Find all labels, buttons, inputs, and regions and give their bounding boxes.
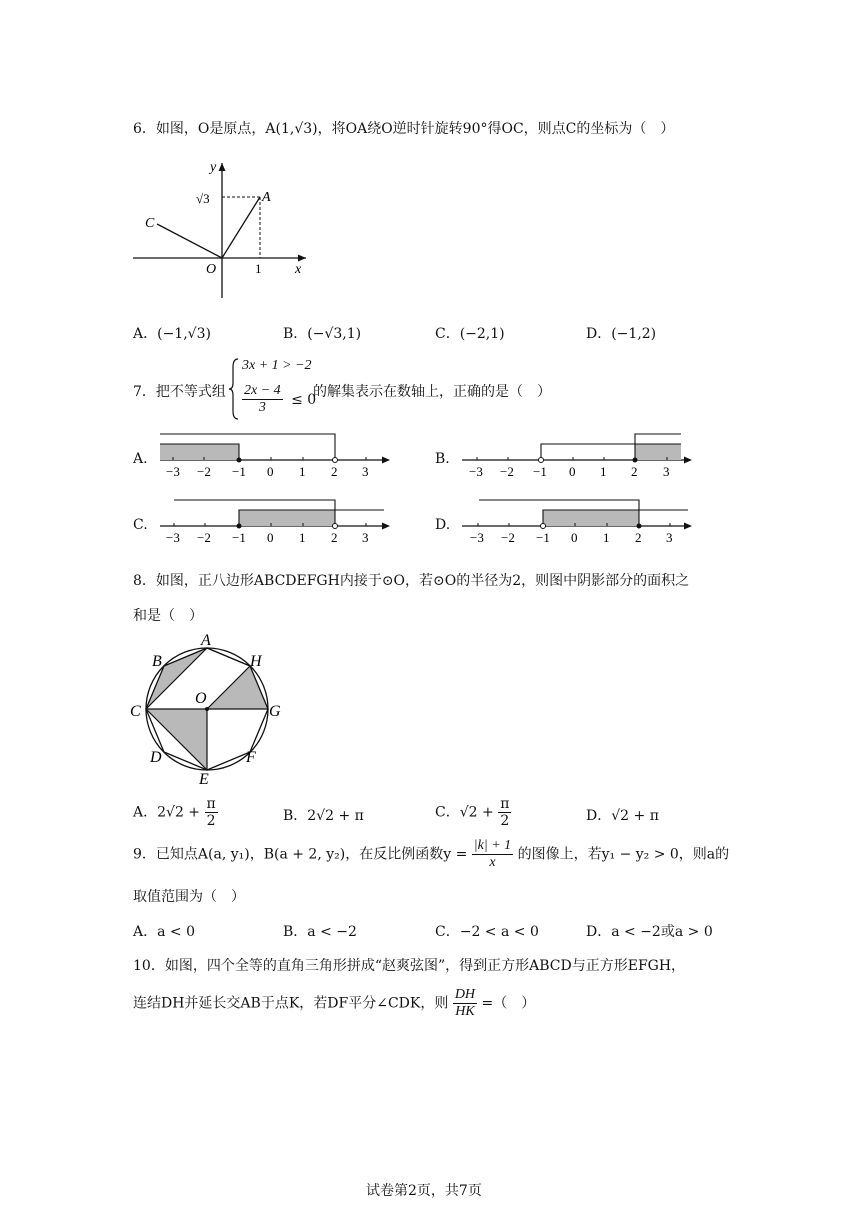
- q8-option-a: [133, 796, 218, 829]
- q7-c-tick: 2: [331, 530, 338, 545]
- q10-stem-line2: [133, 987, 535, 1020]
- q7-d-tick: −3: [470, 530, 484, 545]
- q9-option-b: B．a < −2: [283, 924, 357, 940]
- q7-frac-den: 3: [258, 400, 266, 415]
- q6-fig-sqrt3: √3: [196, 191, 210, 206]
- q9-frac-num: |k| + 1: [473, 838, 512, 853]
- q7-tail: 的解集表示在数轴上，正确的是（ ）: [313, 384, 551, 400]
- q7-frac: [242, 383, 283, 416]
- q9-stem-line2: 取值范围为（ ）: [133, 889, 245, 905]
- q8-option-d-label: D．: [586, 808, 612, 824]
- page-footer: 试卷第2页，共7页: [366, 1183, 482, 1199]
- q7-numberline-b: [452, 430, 697, 480]
- q9-frac-den: x: [489, 855, 496, 870]
- q9-frac: [472, 838, 513, 871]
- q7-label-c: C.: [133, 517, 148, 533]
- q8-option-a-den: 2: [206, 813, 216, 829]
- q7-ineq-line2: [242, 383, 316, 416]
- q8-fig-A: A: [201, 632, 211, 649]
- q9-option-a: A．a < 0: [133, 924, 195, 940]
- q8-option-c-num: π: [500, 796, 510, 812]
- q10-stem-line1: 10．如图，四个全等的直角三角形拼成“赵爽弦图”，得到正方形ABCD与正方形EFGH，: [133, 958, 686, 974]
- q6-stem: 6．如图，O是原点，A(1,√3)，将OA绕O逆时针旋转90°得OC，则点C的坐标为（ ）: [133, 121, 675, 137]
- q8-fig-B: B: [152, 653, 162, 670]
- q8-option-a-label: A．: [133, 804, 158, 821]
- q7-label-a: A.: [133, 451, 148, 467]
- q8-stem-line1: 8．如图，正八边形ABCDEFGH内接于⊙O，若⊙O的半径为2，则图中阴影部分的面积之: [133, 573, 690, 589]
- q8-stem-line2: 和是（ ）: [133, 608, 203, 624]
- q7-ineq-line1: 3x + 1 > −2: [242, 358, 312, 373]
- q7-b-tick: −3: [469, 464, 483, 479]
- q8-fig-O: O: [195, 690, 207, 707]
- q8-fig-E: E: [199, 771, 209, 788]
- q6-fig-C: C: [145, 216, 155, 231]
- q7-c-tick: 3: [362, 530, 369, 545]
- q7-numberline-a: [150, 430, 395, 480]
- q7-rel: ≤ 0: [291, 391, 317, 408]
- q7-numberline-c: [150, 496, 395, 546]
- q9-option-c: C．−2 < a < 0: [435, 924, 539, 940]
- q7-d-tick: 2: [635, 530, 642, 545]
- q6-fig-y: y: [210, 160, 217, 175]
- q7-b-tick: −1: [533, 464, 547, 479]
- q7-b-tick: 0: [569, 464, 576, 479]
- q10-frac-num: DH: [454, 987, 476, 1002]
- q7-a-tick: −2: [197, 464, 211, 479]
- q7-a-tick: −1: [232, 464, 246, 479]
- q7-d-tick: −2: [501, 530, 515, 545]
- q7-d-tick: −1: [536, 530, 550, 545]
- q7-b-tick: 2: [631, 464, 638, 479]
- q8-option-c-pre: √2 +: [459, 804, 499, 821]
- q7-brace: [228, 357, 240, 421]
- q7-lead: 7．把不等式组: [133, 384, 226, 400]
- q7-numberline-d: [452, 496, 697, 546]
- q8-option-c-frac: [498, 796, 511, 829]
- q7-a-tick: −3: [166, 464, 180, 479]
- q10-stem-b: =（ ）: [481, 995, 536, 1012]
- q7-a-tick: 1: [299, 464, 306, 479]
- q10-stem-a: 连结DH并延长交AB于点K，若DF平分∠CDK，则: [133, 995, 449, 1012]
- q6-fig-x: x: [295, 262, 302, 277]
- q6-option-a: A．(−1,√3): [133, 326, 211, 342]
- q8-option-b-pre: 2√2 + π: [307, 808, 364, 824]
- q9-stem-line1: [133, 838, 729, 871]
- q8-fig-D: D: [150, 749, 162, 766]
- q7-frac-num: 2x − 4: [244, 383, 281, 398]
- q6-option-c: C．(−2,1): [435, 326, 505, 342]
- q7-b-tick: −2: [500, 464, 514, 479]
- q7-c-tick: −3: [166, 530, 180, 545]
- q8-fig-C: C: [130, 703, 141, 720]
- q8-option-a-pre: 2√2 +: [157, 804, 205, 821]
- q7-d-tick: 1: [603, 530, 610, 545]
- q7-label-d: D.: [435, 517, 451, 533]
- q8-option-a-frac: [205, 796, 218, 829]
- q7-a-tick: 2: [331, 464, 338, 479]
- q7-c-tick: 1: [299, 530, 306, 545]
- q7-a-tick: 3: [362, 464, 369, 479]
- q8-fig-F: F: [246, 749, 256, 766]
- q7-label-b: B.: [435, 451, 450, 467]
- q9-option-d: D．a < −2或a > 0: [586, 924, 713, 940]
- q9-stem-b: 的图像上，若y₁ − y₂ > 0，则a的: [517, 846, 730, 863]
- q6-fig-A: A: [262, 190, 271, 205]
- q9-stem-a: 9．已知点A(a, y₁)，B(a + 2, y₂)，在反比例函数y =: [133, 846, 468, 863]
- q6-fig-one: 1: [255, 261, 262, 276]
- q8-option-c-den: 2: [500, 813, 510, 829]
- q6-fig-O: O: [206, 262, 217, 277]
- q7-d-tick: 0: [571, 530, 578, 545]
- q7-b-tick: 3: [663, 464, 670, 479]
- q8-option-b: [283, 805, 364, 825]
- q8-option-d: [586, 805, 659, 825]
- q10-frac: [453, 987, 477, 1020]
- q6-option-b: B．(−√3,1): [283, 326, 362, 342]
- q8-option-b-label: B．: [283, 808, 308, 824]
- q7-c-tick: −1: [232, 530, 246, 545]
- q7-c-tick: −2: [197, 530, 211, 545]
- q6-option-d: D．(−1,2): [586, 326, 657, 342]
- q8-option-a-num: π: [206, 796, 216, 812]
- q7-b-tick: 1: [600, 464, 607, 479]
- q7-d-tick: 3: [666, 530, 673, 545]
- q8-octagon-figure: [125, 628, 295, 788]
- q8-option-c: [435, 796, 511, 829]
- q6-figure: [130, 155, 320, 305]
- q7-a-tick: 0: [267, 464, 274, 479]
- q10-frac-den: HK: [455, 1004, 475, 1019]
- q8-fig-H: H: [250, 653, 262, 670]
- q8-option-c-label: C．: [435, 804, 460, 821]
- q8-option-d-pre: √2 + π: [611, 808, 659, 824]
- q7-c-tick: 0: [267, 530, 274, 545]
- q8-fig-G: G: [269, 703, 281, 720]
